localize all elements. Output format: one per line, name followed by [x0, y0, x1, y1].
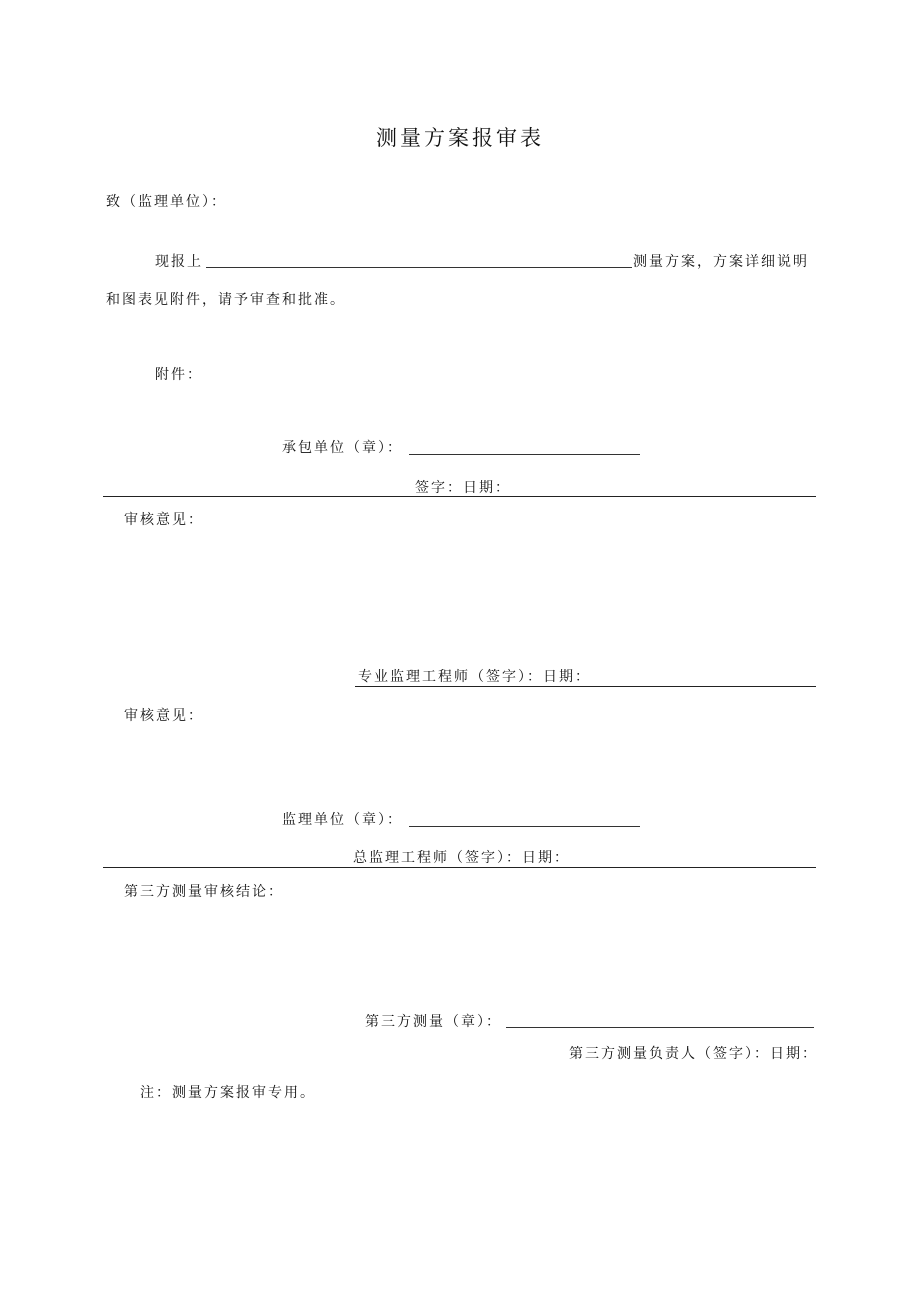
- review-label: 审核意见：: [124, 708, 204, 724]
- third-party-unit-blank[interactable]: [506, 1027, 814, 1028]
- third-party-conclusion-label: 第三方测量审核结论：: [124, 884, 284, 900]
- report-line-2: 和图表见附件，请予审查和批准。: [106, 292, 346, 308]
- page-title: 测量方案报审表: [376, 126, 544, 150]
- third-party-person-sign-date: 第三方测量负责人（签字）：日期：: [569, 1046, 818, 1062]
- engineer-sign-date: 专业监理工程师（签字）：日期：: [358, 669, 591, 685]
- review-label: 审核意见：: [124, 512, 204, 528]
- report-suffix: 测量方案，方案详细说明: [633, 254, 809, 270]
- report-prefix: 现报上: [155, 254, 203, 270]
- contractor-unit-blank[interactable]: [409, 454, 640, 455]
- footnote: 注：测量方案报审专用。: [140, 1085, 316, 1101]
- supervision-unit-blank[interactable]: [409, 826, 640, 827]
- supervision-unit-label: 监理单位（章）：: [282, 812, 403, 828]
- attachment-label: 附件：: [155, 367, 203, 383]
- chief-engineer-sign-date: 总监理工程师（签字）：日期：: [353, 850, 570, 866]
- addressee-line: 致（监理单位）：: [106, 194, 227, 210]
- contractor-unit-label: 承包单位（章）：: [282, 440, 403, 456]
- section-divider: [103, 496, 816, 497]
- section-divider: [103, 867, 816, 868]
- engineer-sign-underline: [355, 686, 816, 687]
- contractor-sign-date: 签字：日期：: [415, 480, 511, 496]
- plan-name-blank[interactable]: [206, 267, 632, 268]
- third-party-unit-label: 第三方测量（章）：: [365, 1014, 502, 1030]
